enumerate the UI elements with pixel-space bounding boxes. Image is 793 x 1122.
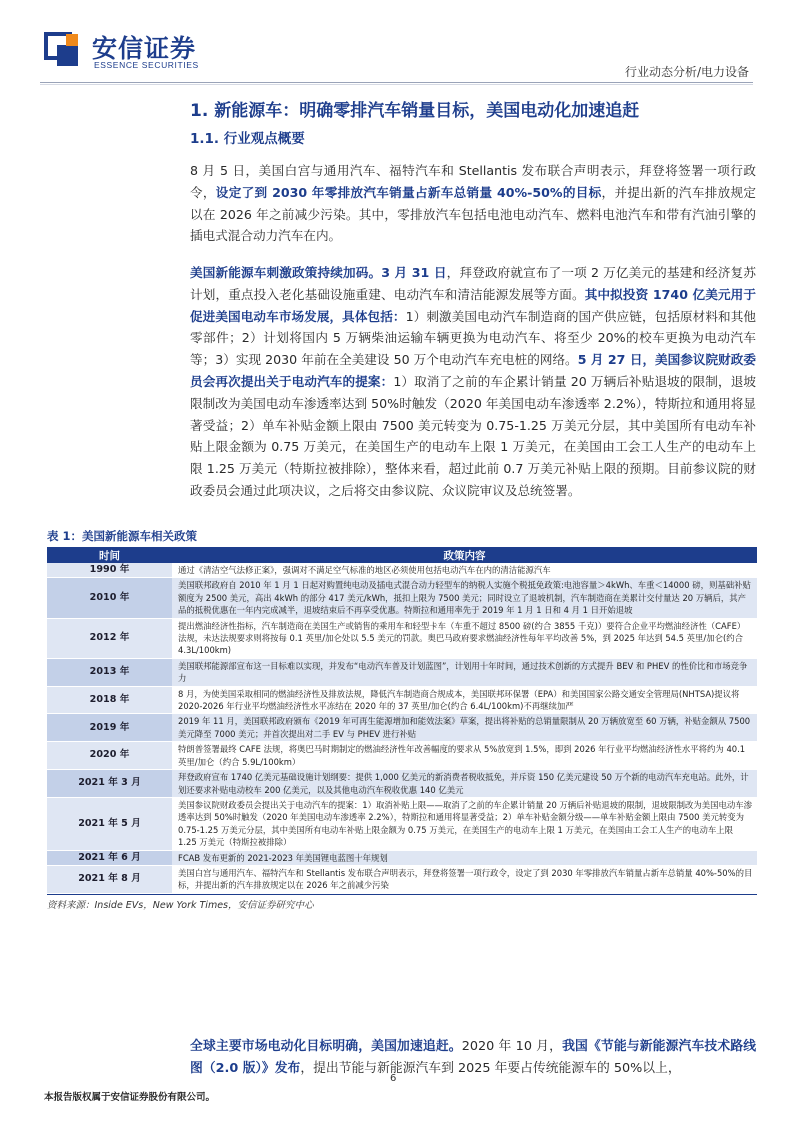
table-row (47, 563, 757, 578)
p2-highlight-c: 其中拟投资 1740 亿美元用于促进美国电动车市场发展，具体包括： (190, 286, 757, 324)
table-row (47, 797, 757, 850)
row-year: 2012 年 (47, 618, 172, 658)
row-year: 2021 年 3 月 (47, 770, 172, 798)
header-divider-thin (40, 84, 753, 85)
row-policy: 拜登政府宣布 1740 亿美元基础设施计划纲要：提供 1,000 亿美元的新消费者税收抵免，并斥资 150 亿美元建设 50 万个新的电动汽车充电站。此外，计划还要求补贴电动校车 200 亿美元，以及其他电动汽车税收优惠 140 亿美元 (172, 770, 757, 798)
row-policy: 美国白宫与通用汽车、福特汽车和 Stellantis 发布联合声明表示，拜登将签署一项行政令，设定了到 2030 年零排放汽车销量占新车总销量 40%-50%的目标，并提出新的汽车排放规定以在 2026 年之前减少污染 (172, 865, 757, 893)
row-policy: 2019 年 11 月，美国联邦政府颁布《2019 年可再生能源增加和能效法案》草案，提出将补贴的总销量限制从 20 万辆放宽至 60 万辆，补贴金额从 7500 美元降至 7000 美元；并首次提出对二手 EV 与 PHEV 进行补贴 (172, 714, 757, 742)
p1-text-a: 8 月 5 日，美国白宫与通用汽车、福特汽车和 Stellantis 发布联合声明表示，拜登将签署一项行政令， (190, 163, 756, 200)
row-year: 2021 年 6 月 (47, 850, 172, 865)
row-policy: 通过《清洁空气法修正案》，强调对不满足空气标准的地区必须使用包括电动汽车在内的清洁能源汽车 (172, 563, 757, 578)
p1-highlight: 设定了到 2030 年零排放汽车销量占新车总销量 40%-50%的目标 (215, 184, 602, 200)
table-title: 表 1：美国新能源车相关政策 (47, 529, 198, 543)
table-row (47, 865, 757, 893)
table-row (47, 742, 757, 770)
row-policy: 美国联邦能源部宣布这一目标难以实现，并发布“电动汽车普及计划蓝图”，计划用十年时间，通过技术创新的方式提升 BEV 和 PHEV 的性价比和市场竞争力 (172, 658, 757, 686)
table-row (47, 686, 757, 714)
p3-text-b: 2020 年 10 月， (461, 1039, 563, 1054)
report-category: 行业动态分析/电力设备 (624, 65, 749, 79)
row-year: 2013 年 (47, 658, 172, 686)
brand-name-english: ESSENCE SECURITIES (94, 60, 199, 70)
paragraph-overview (190, 160, 756, 247)
p2-text-b: ，拜登政府就宣布了一项 2 万亿美元的基建和经济复苏计划，重点投入老化基础设施重建、电动汽车和清洁能源发展等方面。 (190, 265, 756, 302)
row-year: 2010 年 (47, 578, 172, 618)
row-policy: 提出燃油经济性指标，汽车制造商在美国生产或销售的乘用车和轻型卡车（车重不超过 8500 磅(约合 3855 千克)）要符合企业平均燃油经济性（CAFE）法规，未达法规要求则将按每 0.1 英里/加仑处以 5.5 美元的罚款。奥巴马政府要求燃油经济性每年平均改善 5%，到 2025 年达到 54.5 英里/加仑(约合 4.3L/100km) (172, 618, 757, 658)
p3-highlight-a: 全球主要市场电动化目标明确，美国加速追赶。 (190, 1039, 462, 1054)
table-bottom-rule (47, 894, 757, 895)
row-policy: 美国参议院财政委员会提出关于电动汽车的提案：1）取消补贴上限——取消了之前的车企累计销量 20 万辆后补贴退坡的限制，退坡限制改为美国电动车渗透率达到 50%时触发（2020 年美国电动车渗透率 2.2%），特斯拉和通用将显著受益；2）单车补贴金额分级——单车补贴金额上限由 7500 美元转变为 0.75-1.25 万美元分层，其中美国所有电动车补贴上限金额为 0.75 万美元，在美国生产的电动车上限 1 万美元，在美国由工会工人生产的电动车上限 1.25 万美元（特斯拉被排除） (172, 797, 757, 850)
paragraph-us-policy (190, 262, 756, 502)
p2-text-d: 1）刺激美国电动汽车制造商的国产供应链，包括原材料和其他零部件；2）计划将国内 5 万辆柴油运输车辆更换为电动汽车、将至少 20%的校车更换为电动汽车等；3）实现 2030 年前在全美建设 50 万个电动汽车充电桩的网络。 (190, 308, 757, 368)
table-row (47, 618, 757, 658)
copyright-note: 本报告版权属于安信证券股份有限公司。 (44, 1092, 216, 1103)
row-year: 2021 年 8 月 (47, 865, 172, 893)
policy-table (47, 547, 757, 894)
table-header-row (47, 547, 757, 563)
brand-name: 安信证券 (92, 34, 197, 63)
p1-text-c: ，并提出新的汽车排放规定以在 2026 年之前减少污染。其中，零排放汽车包括电池电动汽车、燃料电池汽车和带有汽油引擎的插电式混合动力汽车在内。 (190, 184, 756, 244)
col-header-content: 政策内容 (172, 547, 757, 563)
page-number: 6 (390, 1073, 397, 1084)
p2-highlight-e: 5 月 27 日，美国参议院财政委员会再次提出关于电动汽车的提案： (190, 352, 756, 389)
paragraph-global-targets (190, 1036, 756, 1080)
table-row (47, 770, 757, 798)
row-year: 2019 年 (47, 714, 172, 742)
row-year: 1990 年 (47, 563, 172, 578)
row-policy: 8 月，为使美国采取相同的燃油经济性及排放法规，降低汽车制造商合规成本，美国联邦环保署（EPA）和美国国家公路交通安全管理局(NHTSA)提议将 2020-2026 年行业平均燃油经济性水平冻结在 2020 年的 37 英里/加仑(约合 6.4L/100km)不再继续加严 (172, 686, 757, 714)
header-divider (40, 82, 753, 83)
table-row (47, 714, 757, 742)
p2-text-f: 1）取消了之前的车企累计销量 20 万辆后补贴退坡的限制，退坡限制改为美国电动车渗透率达到 50%时触发（2020 年美国电动车渗透率 2.2%），特斯拉和通用将显著受益；2）单车补贴金额上限由 7500 美元转变为 0.75-1.25 万美元分层，其中美国所有电动车补贴上限金额为 0.75 万美元，在美国生产的电动车上限 1 万美元，在美国由工会工人生产的电动车上限 1.25 万美元（特斯拉被排除），整体来看，超过此前 0.7 万美元补贴上限的预期。目前参议院的财政委员会通过此项决议，之后将交由参议院、众议院审议及总统签署。 (190, 373, 757, 498)
row-policy: 特朗普签署最终 CAFE 法规，将奥巴马时期制定的燃油经济性年改善幅度的要求从 5%放宽到 1.5%，即到 2026 年行业平均燃油经济性水平将约为 40.1 英里/加仑（约合 5.9L/100km） (172, 742, 757, 770)
row-year: 2021 年 5 月 (47, 797, 172, 850)
table-row (47, 658, 757, 686)
table-row (47, 578, 757, 618)
section-heading: 1. 新能源车：明确零排汽车销量目标，美国电动化加速追赶 (190, 101, 640, 121)
col-header-time: 时间 (47, 547, 172, 563)
p3-text-d: ，提出节能与新能源汽车到 2025 年要占传统能源车的 50%以上， (300, 1061, 681, 1076)
row-policy: FCAB 发布更新的 2021-2023 年美国锂电蓝图十年规划 (172, 850, 757, 865)
row-year: 2018 年 (47, 686, 172, 714)
subsection-heading: 1.1. 行业观点概要 (190, 131, 305, 147)
row-policy: 美国联邦政府自 2010 年 1 月 1 日起对购置纯电动及插电式混合动力轻型车的纳税人实施个税抵免政策:电池容量＞4kWh、车重＜14000 磅，则基础补贴额度为 2500 美元，高出 4kWh 的部分 417 美元/kWh，抵扣上限为 7500 美元；同时设立了退坡机制，汽车制造商在美累计交付量达 20 万辆后，其产品的抵税优惠在一年内完成减半，退坡结束后不再享受优惠。特斯拉和通用率先于 2019 年 1 月 1 日和 4 月 1 日开始退坡 (172, 578, 757, 618)
row-year: 2020 年 (47, 742, 172, 770)
table-row (47, 850, 757, 865)
table-source: 资料来源：Inside EVs，New York Times，安信证券研究中心 (47, 900, 314, 911)
p3-highlight-c: 我国《节能与新能源汽车技术路线图（2.0 版）》发布 (190, 1039, 757, 1076)
p2-highlight-a: 美国新能源车刺激政策持续加码。3 月 31 日 (190, 265, 447, 280)
essence-logo-icon (44, 32, 80, 68)
